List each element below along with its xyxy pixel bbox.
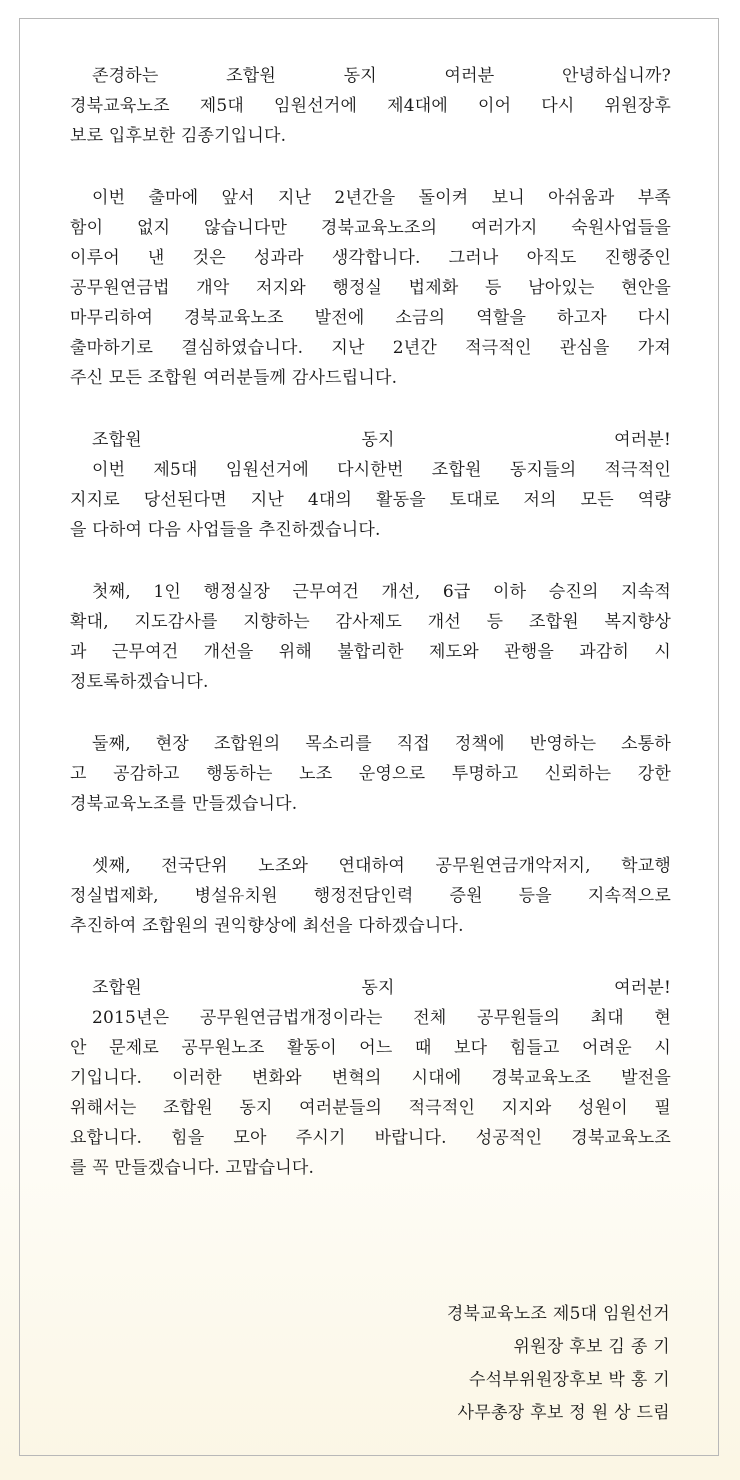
text-line: 보로 입후보한 김종기입니다.	[70, 126, 287, 146]
text-line: 셋째, 전국단위 노조와 연대하여 공무원연금개악저지, 학교행	[92, 856, 671, 876]
text-line: 이번 출마에 앞서 지난 2년간을 돌이켜 보니 아쉬움과 부족	[92, 188, 671, 208]
text-line: 함이 없지 않습니다만 경북교육노조의 여러가지 숙원사업들을	[70, 218, 671, 238]
text-line: 둘째, 현장 조합원의 목소리를 직접 정책에 반영하는 소통하	[92, 734, 671, 754]
signature-line: 위원장 후보 김 종 기	[513, 1337, 670, 1357]
text-line: 첫째, 1인 행정실장 근무여건 개선, 6급 이하 승진의 지속적	[92, 582, 671, 602]
text-line: 지지로 당선된다면 지난 4대의 활동을 토대로 저의 모든 역량	[70, 490, 671, 510]
text-line: 정실법제화, 병설유치원 행정전담인력 증원 등을 지속적으로	[70, 886, 672, 906]
text-line: 공무원연금법 개악 저지와 행정실 법제화 등 남아있는 현안을	[70, 278, 671, 298]
signature-line: 경북교육노조 제5대 임원선거	[446, 1304, 670, 1324]
text-line: 정토록하겠습니다.	[70, 672, 209, 692]
paragraph-5	[70, 729, 671, 819]
text-line: 조합원 동지 여러분!	[92, 978, 671, 998]
text-line: 마무리하여 경북교육노조 발전에 소금의 역할을 하고자 다시	[70, 308, 671, 328]
text-line: 을 다하여 다음 사업들을 추진하겠습니다.	[70, 520, 381, 540]
paragraph-2	[70, 183, 671, 393]
text-line: 고 공감하고 행동하는 노조 운영으로 투명하고 신뢰하는 강한	[70, 764, 671, 784]
text-line: 조합원 동지 여러분!	[92, 430, 671, 450]
paragraph-3	[70, 425, 671, 545]
text-line: 존경하는 조합원 동지 여러분 안녕하십니까?	[92, 66, 671, 86]
signature-line: 사무총장 후보 정 원 상 드림	[457, 1403, 670, 1423]
paragraph-6	[70, 851, 671, 941]
text-line: 경북교육노조를 만들겠습니다.	[70, 794, 298, 814]
letter-body	[70, 61, 671, 1215]
paragraph-4	[70, 577, 671, 697]
paragraph-7	[70, 973, 671, 1183]
text-line: 출마하기로 결심하였습니다. 지난 2년간 적극적인 관심을 가져	[70, 338, 671, 358]
text-line: 과 근무여건 개선을 위해 불합리한 제도와 관행을 과감히 시	[70, 642, 671, 662]
signature-line: 수석부위원장후보 박 홍 기	[468, 1370, 670, 1390]
text-line: 경북교육노조 제5대 임원선거에 제4대에 이어 다시 위원장후	[70, 96, 671, 116]
signature-block	[447, 1298, 670, 1430]
text-line: 주신 모든 조합원 여러분들께 감사드립니다.	[70, 368, 398, 388]
text-line: 이루어 낸 것은 성과라 생각합니다. 그러나 아직도 진행중인	[70, 248, 671, 268]
paragraph-1	[70, 61, 671, 151]
text-line: 위해서는 조합원 동지 여러분들의 적극적인 지지와 성원이 필	[70, 1098, 671, 1118]
text-line: 추진하여 조합원의 권익향상에 최선을 다하겠습니다.	[70, 916, 464, 936]
text-line: 이번 제5대 임원선거에 다시한번 조합원 동지들의 적극적인	[92, 460, 671, 480]
text-line: 2015년은 공무원연금법개정이라는 전체 공무원들의 최대 현	[92, 1008, 671, 1028]
text-line: 확대, 지도감사를 지향하는 감사제도 개선 등 조합원 복지향상	[70, 612, 671, 632]
text-line: 요합니다. 힘을 모아 주시기 바랍니다. 성공적인 경북교육노조	[70, 1128, 671, 1148]
text-line: 기입니다. 이러한 변화와 변혁의 시대에 경북교육노조 발전을	[70, 1068, 671, 1088]
text-line: 를 꼭 만들겠습니다. 고맙습니다.	[70, 1158, 315, 1178]
text-line: 안 문제로 공무원노조 활동이 어느 때 보다 힘들고 어려운 시	[70, 1038, 671, 1058]
